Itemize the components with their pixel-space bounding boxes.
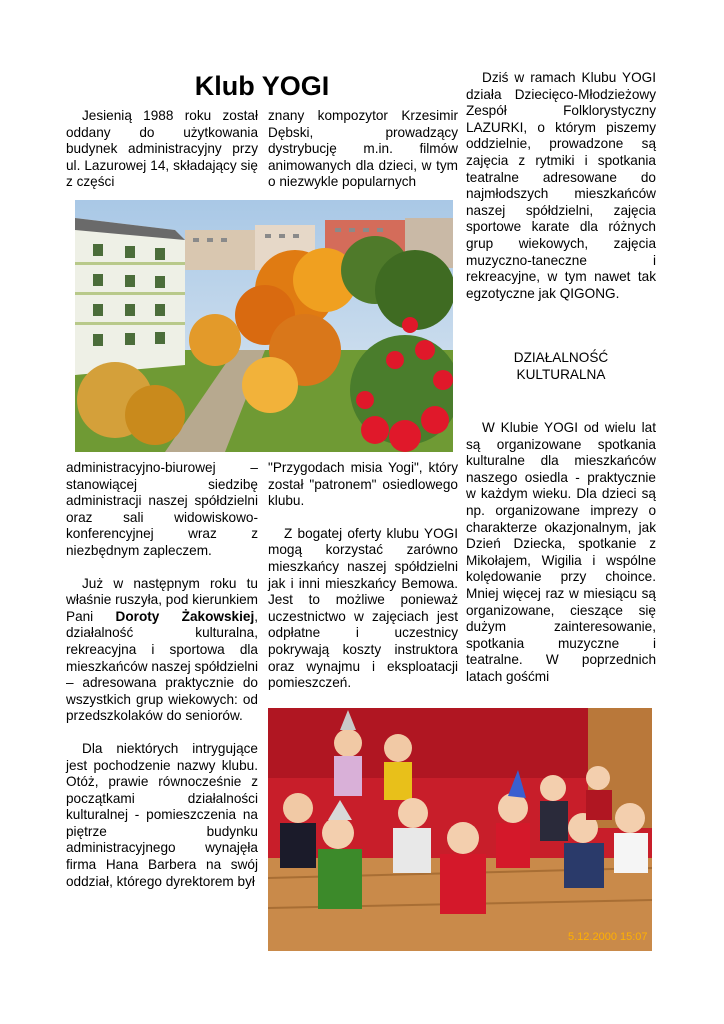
column-1-bottom (66, 460, 258, 890)
children-party-photo (268, 708, 652, 951)
paragraph: W Klubie YOGI od wielu lat są organizowane spotkania kulturalne dla mieszkańców naszego osiedla - praktycznie w każdym wieku. Dla dzieci są np. organizowane imprezy o charakterze okazjonalnym, jak Dzień Dziecka, spotkanie z Mikołajem, Wigilia i wspólne kolędowanie przy choince. Mniej więcej raz w miesiącu są organizowane, cieszące się dużym zainteresowanie, spotkania muzyczne i teatralne. W poprzednich latach gośćmi (466, 420, 656, 684)
column-3-middle (466, 420, 656, 686)
person-name: Doroty Żakowskiej (115, 608, 255, 624)
paragraph: administracyjno-biurowej – stanowiącej siedzibę administracji naszej spółdzielni oraz sali widowiskowo-konferencyjnej wraz z niezbędnym zapleczem. (66, 460, 258, 558)
text-span: , działalność kulturalna, rekreacyjna i sportowa dla mieszkańców naszej spółdzielni – adresowana praktycznie do wszystkich grup wiekowych: od przedszkolaków do seniorów. (66, 608, 258, 724)
column-1-top (66, 108, 258, 191)
section-heading (466, 350, 656, 383)
paragraph (66, 576, 258, 725)
autumn-estate-illustration (75, 200, 453, 452)
column-2-top (268, 108, 458, 191)
paragraph: Dziś w ramach Klubu YOGI działa Dziecięco-Młodzieżowy Zespół Folklorystyczny LAZURKI, o którym piszemy oddzielnie, prowadzone są zajęcia z rytmiki i spotkania teatralne adresowane do najmłodszych mieszkańców naszej spółdzielni, zajęcia sportowe karate dla różnych grup wiekowych, zajęcia muzyczno-taneczne i rekreacyjne, w tym nawet tak egzotyczne jak QIGONG. (466, 70, 656, 301)
article-title: Klub YOGI (194, 71, 330, 101)
paragraph: Dla niektórych intrygujące jest pochodzenie nazwy klubu. Otóż, prawie równocześnie z początkami działalności kulturalnej - pomieszczenia na piętrze budynku administracyjnego wynajęła firma Hana Barbera na swój oddział, którego dyrektorem był (66, 740, 258, 889)
column-3-top (466, 70, 656, 302)
column-2-middle (268, 460, 458, 692)
paragraph: znany kompozytor Krzesimir Dębski, prowadzący dystrybucję m.in. filmów animowanych dla dzieci, w tym o niezwykle popularnych (268, 108, 458, 190)
text-span: Już w następnym roku tu właśnie ruszyła, pod kierunkiem Pani (66, 575, 258, 624)
photo-date-stamp: 5.12.2000 15:07 (568, 931, 648, 943)
paragraph: Z bogatej oferty klubu YOGI mogą korzystać zarówno mieszkańcy naszej spółdzielni jak i inni mieszkańcy Bemowa. Jest to możliwe ponieważ uczestnictwo w zajęciach jest odpłatne i uczestnicy pokrywają koszty instruktora oraz wynajmu i eksploatacji pomieszczeń. (268, 525, 458, 691)
paragraph: "Przygodach misia Yogi", który został "patronem" osiedlowego klubu. (268, 460, 458, 509)
section-heading-text: DZIAŁALNOŚĆ KULTURALNA (513, 350, 609, 382)
children-party-illustration (268, 708, 652, 951)
paragraph: Jesienią 1988 roku został oddany do użytkowania budynek administracyjny przy ul. Lazurowej 14, składający się z części (66, 108, 258, 190)
autumn-estate-photo (75, 200, 453, 452)
